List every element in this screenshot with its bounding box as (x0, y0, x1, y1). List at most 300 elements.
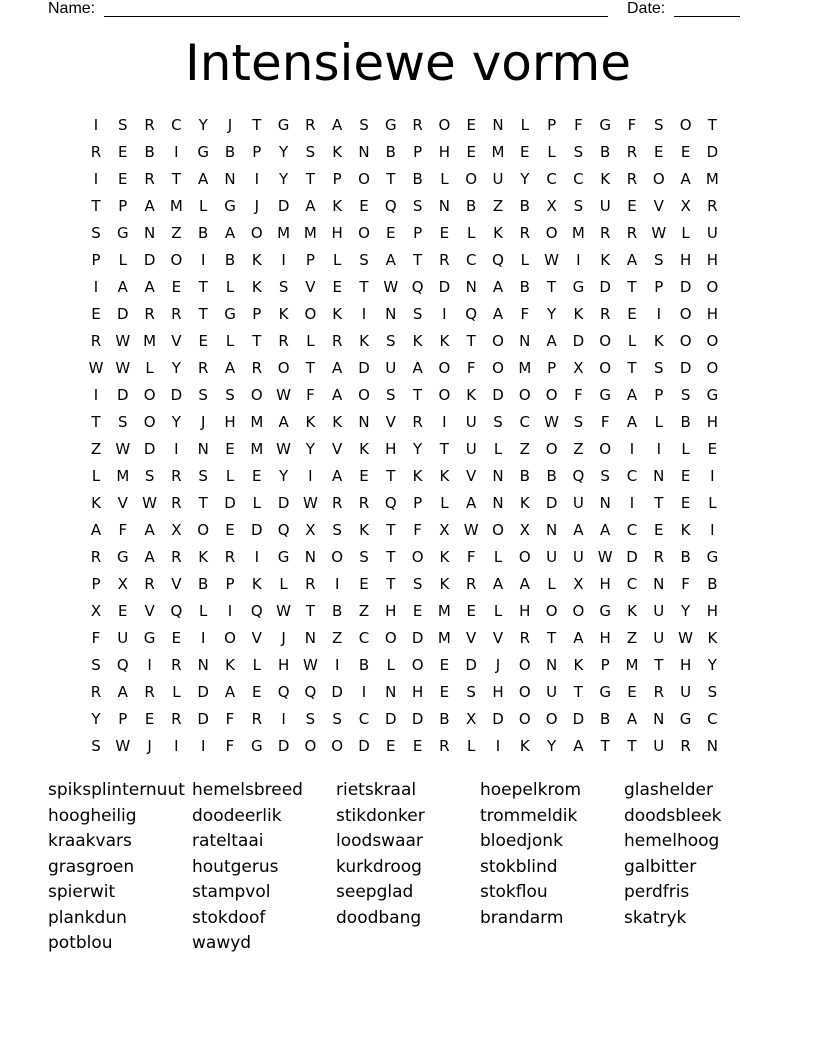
grid-letter: B (546, 467, 557, 485)
grid-letter: U (653, 629, 665, 647)
grid-letter: G (572, 278, 585, 296)
grid-letter: P (118, 710, 128, 728)
grid-letter: S (573, 197, 584, 215)
grid-row (0, 518, 816, 545)
grid-letter: K (412, 467, 423, 485)
grid-letter: V (171, 575, 182, 593)
grid-letter: W (276, 602, 292, 620)
grid-row (0, 653, 816, 680)
grid-letter: E (520, 143, 530, 161)
grid-letter: A (573, 521, 584, 539)
grid-row (0, 437, 816, 464)
grid-letter: I (308, 467, 313, 485)
grid-letter: A (144, 548, 155, 566)
grid-letter: L (440, 170, 449, 188)
grid-letter: C (626, 521, 638, 539)
grid-letter: R (599, 305, 611, 323)
grid-letter: O (652, 170, 665, 188)
grid-letter: K (305, 413, 316, 431)
grid-letter: H (599, 629, 611, 647)
grid-letter: I (495, 737, 501, 755)
grid-letter: E (252, 467, 262, 485)
grid-letter: I (93, 170, 99, 188)
grid-letter: E (680, 467, 691, 485)
grid-row (0, 140, 816, 167)
grid-letter: W (276, 440, 292, 458)
grid-letter: L (172, 683, 181, 701)
grid-letter: B (519, 278, 530, 296)
grid-letter: O (679, 116, 692, 134)
grid-letter: I (200, 251, 206, 269)
grid-row (0, 410, 816, 437)
grid-letter: T (198, 494, 208, 512)
grid-letter: K (573, 656, 584, 674)
grid-letter: U (706, 224, 718, 242)
grid-letter: L (225, 332, 235, 350)
grid-letter: K (707, 629, 718, 647)
grid-row (0, 626, 816, 653)
grid-row (0, 302, 816, 329)
grid-letter: E (412, 737, 423, 755)
grid-letter: K (466, 386, 477, 404)
header-line (48, 0, 748, 20)
grid-letter: V (144, 602, 155, 620)
grid-row (0, 383, 816, 410)
grid-letter: N (653, 710, 665, 728)
grid-letter: U (465, 413, 477, 431)
grid-letter: K (627, 602, 637, 620)
grid-letter: X (573, 575, 584, 593)
grid-letter: H (411, 683, 424, 701)
grid-letter: O (411, 656, 424, 674)
grid-letter: E (466, 116, 476, 134)
grid-letter: F (574, 386, 583, 404)
grid-letter: T (466, 332, 476, 350)
word-list-item: bloedjonk (480, 831, 563, 851)
date-blank-line (674, 16, 740, 17)
word-list-item: stampvol (192, 882, 271, 902)
grid-row (0, 545, 816, 572)
name-blank-line (104, 16, 608, 17)
grid-letter: M (705, 170, 719, 188)
word-list-item: galbitter (624, 856, 697, 877)
grid-letter: H (385, 440, 397, 458)
grid-letter: O (545, 440, 558, 458)
grid-letter: R (144, 170, 155, 188)
grid-letter: E (359, 197, 369, 215)
grid-letter: T (386, 170, 396, 188)
grid-letter: G (116, 224, 129, 242)
name-label: Name: (48, 0, 96, 17)
grid-letter: L (252, 656, 261, 674)
grid-letter: I (174, 440, 179, 458)
grid-letter: S (654, 251, 664, 269)
grid-letter: U (546, 683, 558, 701)
grid-letter: B (198, 224, 209, 242)
grid-letter: E (359, 467, 369, 485)
grid-letter: N (545, 656, 558, 674)
grid-letter: A (144, 521, 155, 539)
grid-letter: A (492, 575, 504, 593)
grid-letter: L (681, 224, 690, 242)
grid-letter: R (90, 143, 102, 161)
grid-letter: I (361, 305, 367, 323)
grid-letter: X (171, 521, 182, 539)
grid-letter: C (171, 116, 182, 134)
grid-letter: N (492, 116, 504, 134)
grid-letter: S (225, 386, 235, 404)
word-list-item: wawyd (192, 933, 252, 953)
grid-letter: I (334, 575, 340, 593)
grid-letter: M (518, 359, 532, 377)
grid-letter: E (466, 602, 476, 620)
grid-letter: G (599, 683, 611, 701)
grid-letter: O (572, 602, 585, 620)
grid-letter: N (492, 467, 504, 485)
grid-letter: R (90, 683, 102, 701)
grid-letter: D (411, 629, 424, 647)
grid-letter: N (143, 224, 156, 242)
grid-letter: C (519, 413, 531, 431)
grid-letter: U (385, 359, 397, 377)
grid-letter: K (439, 332, 450, 350)
grid-letter: Q (277, 683, 290, 701)
grid-letter: F (466, 548, 476, 566)
grid-letter: T (359, 278, 369, 296)
grid-letter: A (626, 386, 638, 404)
grid-letter: R (278, 332, 289, 350)
grid-letter: N (653, 467, 665, 485)
grid-letter: O (465, 170, 478, 188)
grid-letter: P (654, 278, 664, 296)
grid-letter: T (305, 359, 315, 377)
grid-letter: S (278, 278, 289, 296)
grid-letter: T (439, 440, 449, 458)
grid-letter: X (519, 521, 530, 539)
grid-letter: G (599, 602, 611, 620)
grid-letter: O (706, 278, 719, 296)
grid-letter: V (492, 629, 504, 647)
grid-letter: E (466, 143, 476, 161)
grid-letter: E (680, 494, 691, 512)
grid-letter: M (277, 224, 291, 242)
grid-letter: U (680, 683, 692, 701)
grid-letter: Z (492, 197, 504, 215)
grid-letter: R (439, 251, 450, 269)
grid-letter: L (520, 251, 529, 269)
grid-letter: G (599, 386, 611, 404)
word-list-item: spierwit (48, 882, 116, 902)
grid-letter: Y (279, 467, 289, 485)
grid-letter: F (466, 359, 476, 377)
grid-letter: E (654, 521, 664, 539)
grid-letter: D (358, 737, 370, 755)
grid-letter: K (519, 494, 530, 512)
grid-letter: E (198, 332, 208, 350)
grid-letter: L (199, 197, 208, 215)
grid-letter: A (626, 413, 638, 431)
word-list-item: plankdun (48, 907, 127, 928)
grid-letter: L (467, 224, 476, 242)
grid-letter: D (438, 278, 451, 296)
word-list-item: doodbang (336, 907, 422, 928)
grid-letter: D (143, 251, 156, 269)
word-list-item: hoogheilig (48, 805, 137, 826)
grid-letter: Q (250, 602, 263, 620)
grid-letter: B (224, 143, 236, 161)
grid-letter: D (599, 278, 611, 296)
grid-letter: J (281, 629, 286, 647)
grid-letter: A (385, 251, 396, 269)
grid-letter: C (358, 710, 370, 728)
grid-letter: D (197, 683, 209, 701)
grid-letter: B (224, 251, 236, 269)
grid-letter: H (331, 224, 343, 242)
grid-letter: T (547, 278, 557, 296)
grid-letter: L (252, 494, 261, 512)
grid-letter: D (277, 494, 290, 512)
grid-letter: K (332, 305, 343, 323)
grid-letter: T (198, 278, 208, 296)
grid-letter: L (333, 251, 342, 269)
grid-letter: B (198, 575, 209, 593)
grid-letter: E (680, 143, 691, 161)
grid-letter: W (597, 548, 613, 566)
grid-letter: W (276, 386, 292, 404)
grid-letter: B (680, 548, 691, 566)
grid-letter: O (224, 629, 236, 647)
grid-letter: L (386, 656, 395, 674)
grid-letter: Y (279, 143, 289, 161)
grid-letter: O (518, 386, 531, 404)
grid-letter: A (466, 494, 477, 512)
grid-letter: C (707, 710, 718, 728)
grid-letter: L (493, 548, 503, 566)
grid-letter: O (277, 359, 290, 377)
grid-letter: T (547, 629, 557, 647)
grid-letter: S (332, 710, 342, 728)
grid-letter: N (304, 548, 316, 566)
grid-letter: O (411, 548, 424, 566)
word-list-item: stokblind (480, 856, 558, 877)
grid-letter: R (599, 224, 611, 242)
word-list-item: stokflou (480, 882, 548, 902)
grid-letter: S (412, 197, 423, 215)
grid-letter: R (412, 116, 423, 134)
grid-letter: H (438, 143, 451, 161)
grid-letter: L (306, 332, 315, 350)
grid-letter: E (171, 629, 182, 647)
grid-letter: T (305, 602, 315, 620)
grid-letter: L (520, 116, 529, 134)
grid-letter: Y (520, 170, 530, 188)
grid-letter: A (144, 278, 155, 296)
grid-letter: O (599, 440, 612, 458)
grid-letter: H (706, 413, 719, 431)
grid-letter: P (413, 143, 423, 161)
grid-letter: B (332, 602, 343, 620)
grid-letter: O (250, 224, 263, 242)
grid-letter: T (91, 197, 101, 215)
grid-letter: N (465, 278, 477, 296)
word-list-item: perdfris (624, 882, 690, 902)
grid-letter: D (224, 494, 236, 512)
grid-letter: R (251, 710, 263, 728)
grid-letter: Q (411, 278, 424, 296)
grid-letter: P (600, 656, 610, 674)
grid-letter: H (706, 602, 719, 620)
grid-letter: U (572, 494, 584, 512)
grid-letter: B (412, 170, 423, 188)
grid-letter: I (93, 278, 99, 296)
word-list-item: hemelsbreed (192, 780, 303, 800)
grid-letter: R (171, 656, 182, 674)
grid-letter: G (277, 116, 290, 134)
grid-letter: U (653, 737, 665, 755)
grid-letter: R (519, 629, 531, 647)
grid-letter: B (707, 575, 718, 593)
grid-letter: H (385, 602, 397, 620)
grid-letter: S (198, 467, 208, 485)
grid-letter: L (225, 467, 235, 485)
grid-letter: A (626, 710, 638, 728)
grid-letter: Y (547, 305, 557, 323)
grid-letter: I (281, 710, 286, 728)
grid-letter: S (91, 224, 101, 242)
grid-letter: S (707, 683, 718, 701)
grid-letter: E (439, 683, 450, 701)
grid-letter: T (386, 548, 396, 566)
grid-letter: L (547, 143, 556, 161)
grid-letter: L (627, 332, 637, 350)
grid-letter: I (174, 737, 179, 755)
grid-letter: T (413, 251, 423, 269)
grid-letter: J (495, 656, 501, 674)
grid-letter: D (465, 656, 477, 674)
word-list-item: seepglad (336, 882, 414, 902)
grid-letter: O (679, 332, 692, 350)
grid-letter: Z (626, 629, 638, 647)
grid-row (0, 491, 816, 518)
word-list-item: glashelder (624, 780, 713, 800)
grid-letter: L (199, 602, 208, 620)
grid-letter: R (626, 143, 638, 161)
grid-letter: O (518, 683, 531, 701)
grid-letter: E (439, 224, 450, 242)
grid-letter: I (254, 170, 260, 188)
grid-letter: D (117, 305, 129, 323)
grid-letter: A (412, 359, 423, 377)
grid-letter: N (706, 737, 718, 755)
grid-letter: A (305, 197, 316, 215)
word-list-item: doodsbleek (624, 805, 722, 826)
grid-letter: T (600, 737, 610, 755)
grid-letter: K (519, 737, 530, 755)
grid-letter: K (278, 305, 289, 323)
grid-letter: O (143, 413, 156, 431)
grid-letter: E (359, 575, 369, 593)
grid-letter: D (492, 386, 504, 404)
grid-letter: O (492, 359, 504, 377)
grid-letter: O (438, 359, 451, 377)
grid-letter: E (91, 305, 101, 323)
grid-letter: R (519, 224, 531, 242)
grid-letter: D (572, 710, 585, 728)
grid-letter: F (520, 305, 530, 323)
grid-letter: E (225, 521, 235, 539)
grid-letter: O (250, 386, 263, 404)
grid-letter: T (707, 116, 717, 134)
grid-letter: F (225, 710, 235, 728)
grid-letter: E (118, 602, 128, 620)
grid-letter: X (117, 575, 128, 593)
grid-letter: Z (171, 224, 182, 242)
grid-letter: E (386, 737, 396, 755)
grid-letter: X (90, 602, 102, 620)
grid-letter: K (439, 467, 450, 485)
grid-letter: E (627, 305, 637, 323)
grid-letter: D (170, 386, 183, 404)
grid-letter: R (171, 467, 182, 485)
grid-letter: I (629, 494, 635, 512)
grid-letter: D (679, 359, 692, 377)
grid-letter: E (171, 278, 182, 296)
grid-letter: K (251, 278, 262, 296)
word-list-item: potblou (48, 933, 113, 953)
grid-letter: A (519, 575, 530, 593)
grid-letter: Y (413, 440, 423, 458)
grid-letter: Z (332, 629, 343, 647)
grid-letter: G (706, 386, 719, 404)
word-list-item: rateltaai (192, 831, 264, 851)
grid-letter: K (653, 332, 664, 350)
grid-letter: Q (384, 494, 397, 512)
grid-letter: Q (116, 656, 129, 674)
grid-letter: A (573, 629, 584, 647)
grid-letter: A (600, 521, 611, 539)
grid-letter: D (706, 143, 719, 161)
grid-letter: K (439, 575, 450, 593)
grid-letter: Z (519, 440, 530, 458)
grid-letter: D (572, 332, 585, 350)
grid-letter: E (654, 143, 664, 161)
grid-letter: I (656, 440, 662, 458)
grid-letter: D (626, 548, 638, 566)
grid-letter: R (305, 575, 316, 593)
grid-letter: V (466, 467, 477, 485)
grid-letter: O (706, 359, 719, 377)
grid-letter: Q (304, 683, 317, 701)
grid-letter: W (142, 494, 158, 512)
grid-letter: P (332, 170, 342, 188)
grid-letter: R (90, 332, 102, 350)
grid-letter: H (277, 656, 290, 674)
grid-letter: R (331, 494, 343, 512)
grid-letter: W (115, 359, 131, 377)
grid-letter: S (573, 143, 584, 161)
grid-letter: V (332, 440, 343, 458)
grid-letter: O (518, 710, 531, 728)
grid-letter: Y (681, 602, 691, 620)
grid-letter: O (438, 386, 451, 404)
grid-letter: T (305, 170, 315, 188)
grid-letter: M (437, 629, 451, 647)
grid-letter: W (463, 521, 479, 539)
grid-letter: W (115, 332, 131, 350)
grid-letter: T (198, 305, 208, 323)
grid-letter: L (440, 494, 449, 512)
grid-letter: G (143, 629, 156, 647)
